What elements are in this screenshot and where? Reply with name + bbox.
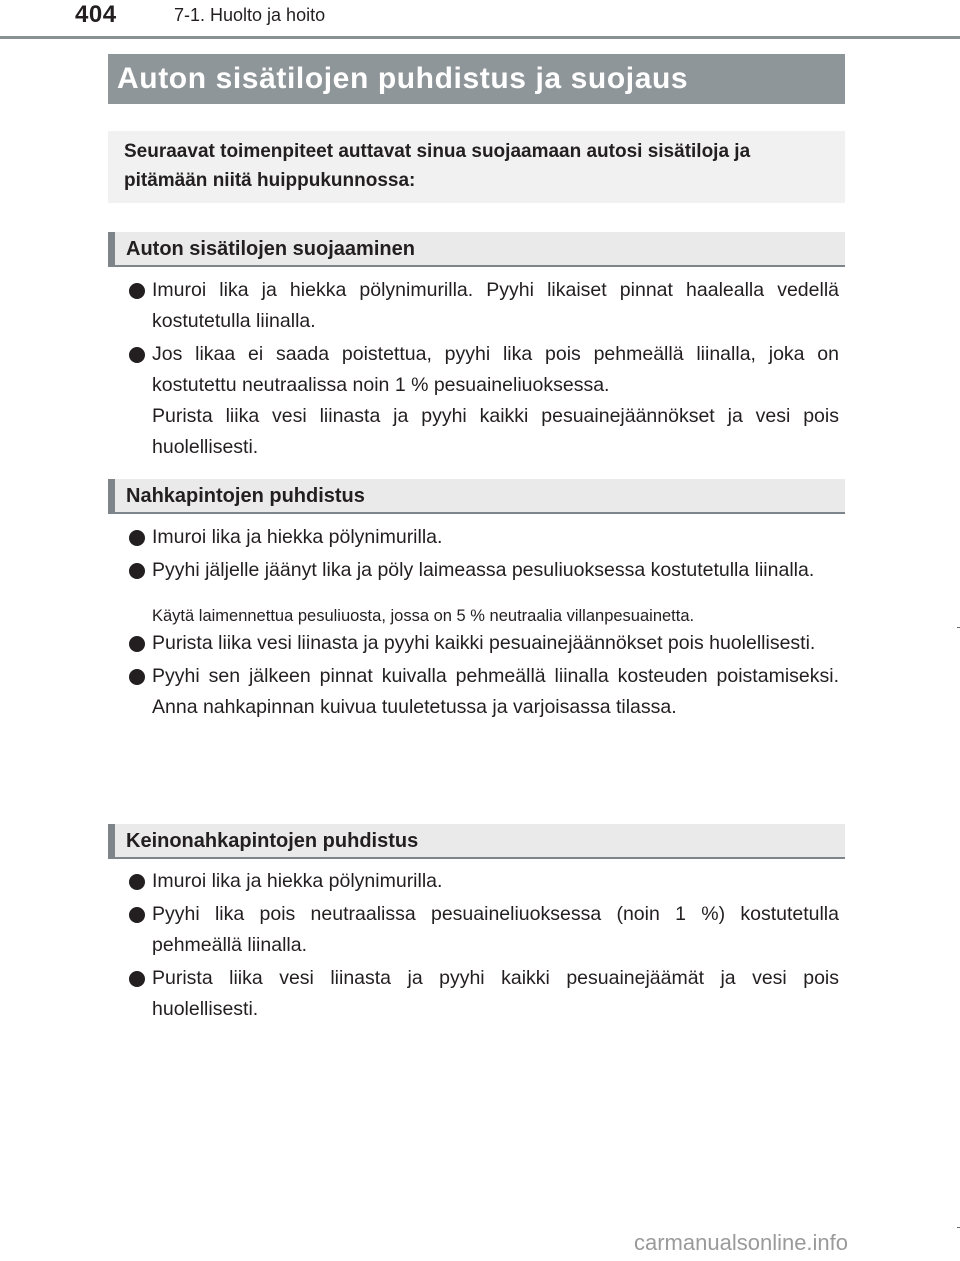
bullet-icon: [129, 563, 145, 579]
header-divider: [0, 36, 960, 39]
bullet-icon: [129, 907, 145, 923]
section-list-artificial-leather: [129, 866, 839, 1025]
bullet-icon: [129, 347, 145, 363]
section-heading-interior-protection: Auton sisätilojen suojaaminen: [108, 232, 845, 267]
list-item: Pyyhi lika pois neutraalissa pesuaineliuoksessa (noin 1 %) kostutetulla pehmeällä liinalla.: [129, 899, 839, 961]
list-item: Purista liika vesi liinasta ja pyyhi kaikki pesuainejäännökset pois huolellisesti.: [129, 628, 839, 659]
bullet-icon: [129, 971, 145, 987]
bullet-icon: [129, 283, 145, 299]
page-number: 404: [75, 1, 117, 28]
bullet-icon: [129, 874, 145, 890]
list-item: Purista liika vesi liinasta ja pyyhi kaikki pesuainejäämät ja vesi pois huolellisesti.: [129, 963, 839, 1025]
section-heading-artificial-leather: Keinonahkapintojen puhdistus: [108, 824, 845, 859]
bullet-icon: [129, 530, 145, 546]
note-text: Käytä laimennettua pesuliuosta, jossa on 5 % neutraalia villanpesuainetta.: [152, 607, 695, 625]
list-item: Imuroi lika ja hiekka pölynimurilla.: [129, 866, 839, 897]
list-item: Pyyhi sen jälkeen pinnat kuivalla pehmeällä liinalla kosteuden poistamiseksi. Anna nahkapinnan kuivua tuuletetussa ja varjoisassa tilassa.: [129, 661, 839, 723]
bullet-icon: [129, 636, 145, 652]
list-item: Pyyhi jäljelle jäänyt lika ja pöly laimeassa pesuliuoksessa kostutetulla liinalla.: [129, 555, 839, 586]
bullet-icon: [129, 669, 145, 685]
list-item: Imuroi lika ja hiekka pölynimurilla.: [129, 522, 839, 553]
watermark: carmanualsonline.info: [634, 1230, 849, 1255]
section-list-interior-protection: [129, 275, 839, 463]
page-title: Auton sisätilojen puhdistus ja suojaus: [108, 54, 845, 104]
list-item-continuation: Purista liika vesi liinasta ja pyyhi kaikki pesuainejäännökset ja vesi pois huolellisesti.: [152, 405, 839, 458]
list-item: Imuroi lika ja hiekka pölynimurilla. Pyyhi likaiset pinnat haalealla vedellä kostutetulla liinalla.: [129, 275, 839, 337]
intro-box: [108, 131, 845, 203]
intro-text: Seuraavat toimenpiteet auttavat sinua suojaamaan autosi sisätiloja ja pitämään niitä huippukunnossa:: [124, 141, 751, 191]
section-heading-leather: Nahkapintojen puhdistus: [108, 479, 845, 514]
page-header: [0, 0, 960, 40]
section-list-leather: [129, 522, 839, 723]
section-reference: 7-1. Huolto ja hoito: [174, 5, 326, 25]
list-item: Jos likaa ei saada poistettua, pyyhi lika pois pehmeällä liinalla, joka on kostutettu neutraalissa noin 1 % pesuaineliuoksessa. Purista liika vesi liinasta ja pyyhi kaikki pesuainejäännökset ja vesi pois huolellisesti.: [129, 339, 839, 463]
